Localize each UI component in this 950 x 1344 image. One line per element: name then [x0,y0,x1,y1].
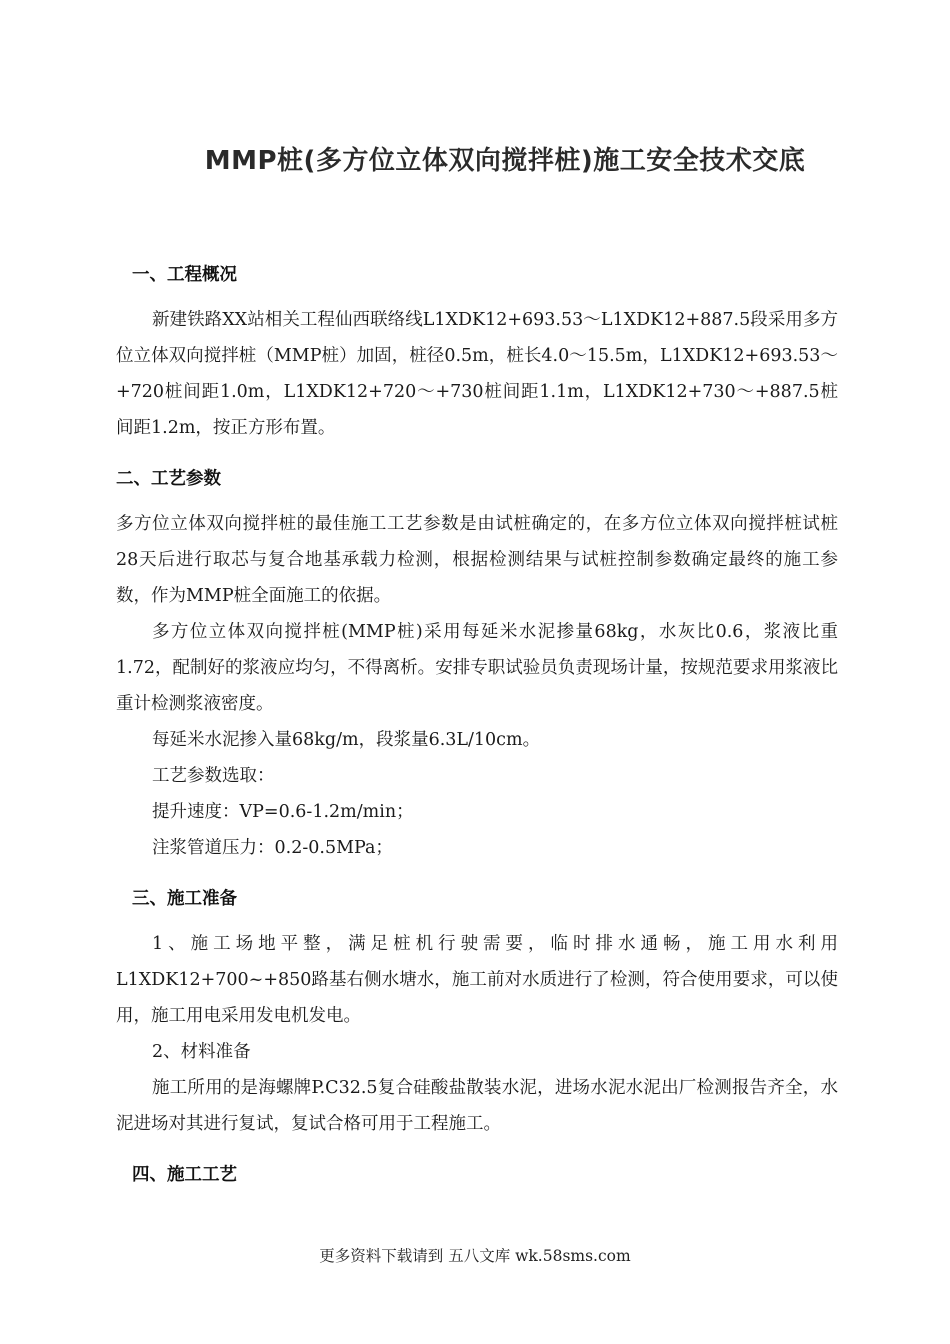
overview-paragraph: 新建铁路XX站相关工程仙西联络线L1XDK12+693.53～L1XDK12+887.5段采用多方位立体双向搅拌桩（MMP桩）加固，桩径0.5m，桩长4.0～15.5m，L1XDK12+693.53～+720桩间距1.0m，L1XDK12+720～+730桩间距1.1m，L1XDK12+730～+887.5桩间距1.2m，按正方形布置。 [116,310,838,438]
document-body [116,258,838,1192]
section-heading-process: 四、施工工艺 [132,1165,237,1185]
section-heading-parameters: 二、工艺参数 [116,469,221,489]
preparation-paragraph-1: 1、施工场地平整，满足桩机行驶需要，临时排水通畅，施工用水利用L1XDK12+700~+850路基右侧水塘水，施工前对水质进行了检测，符合使用要求，可以使用，施工用电采用发电机发电。 [116,934,838,1026]
footer-note: 更多资料下载请到 五八文库 wk.58sms.com [319,1247,631,1265]
parameters-line-pressure: 注浆管道压力：0.2-0.5MPa； [152,838,393,858]
parameters-line-selection: 工艺参数选取： [152,766,275,786]
section-heading-preparation: 三、施工准备 [132,889,237,909]
section-heading-overview: 一、工程概况 [132,265,237,285]
preparation-line-materials: 2、材料准备 [152,1042,251,1062]
preparation-paragraph-2: 施工所用的是海螺牌P.C32.5复合硅酸盐散装水泥，进场水泥水泥出厂检测报告齐全，水泥进场对其进行复试，复试合格可用于工程施工。 [116,1078,838,1134]
parameters-line-cement: 每延米水泥掺入量68kg/m，段浆量6.3L/10cm。 [152,730,541,750]
document-title: MMP桩(多方位立体双向搅拌桩)施工安全技术交底 [204,146,806,176]
parameters-paragraph-2: 多方位立体双向搅拌桩(MMP桩)采用每延米水泥掺量68kg，水灰比0.6，浆液比重1.72，配制好的浆液应均匀，不得离析。安排专职试验员负责现场计量，按规范要求用浆液比重计检测浆液密度。 [116,622,838,714]
parameters-line-lift-speed: 提升速度：VP=0.6-1.2m/min； [152,802,414,822]
parameters-paragraph-1: 多方位立体双向搅拌桩的最佳施工工艺参数是由试桩确定的，在多方位立体双向搅拌桩试桩28天后进行取芯与复合地基承载力检测，根据检测结果与试桩控制参数确定最终的施工参数，作为MMP桩全面施工的依据。 [116,514,838,606]
